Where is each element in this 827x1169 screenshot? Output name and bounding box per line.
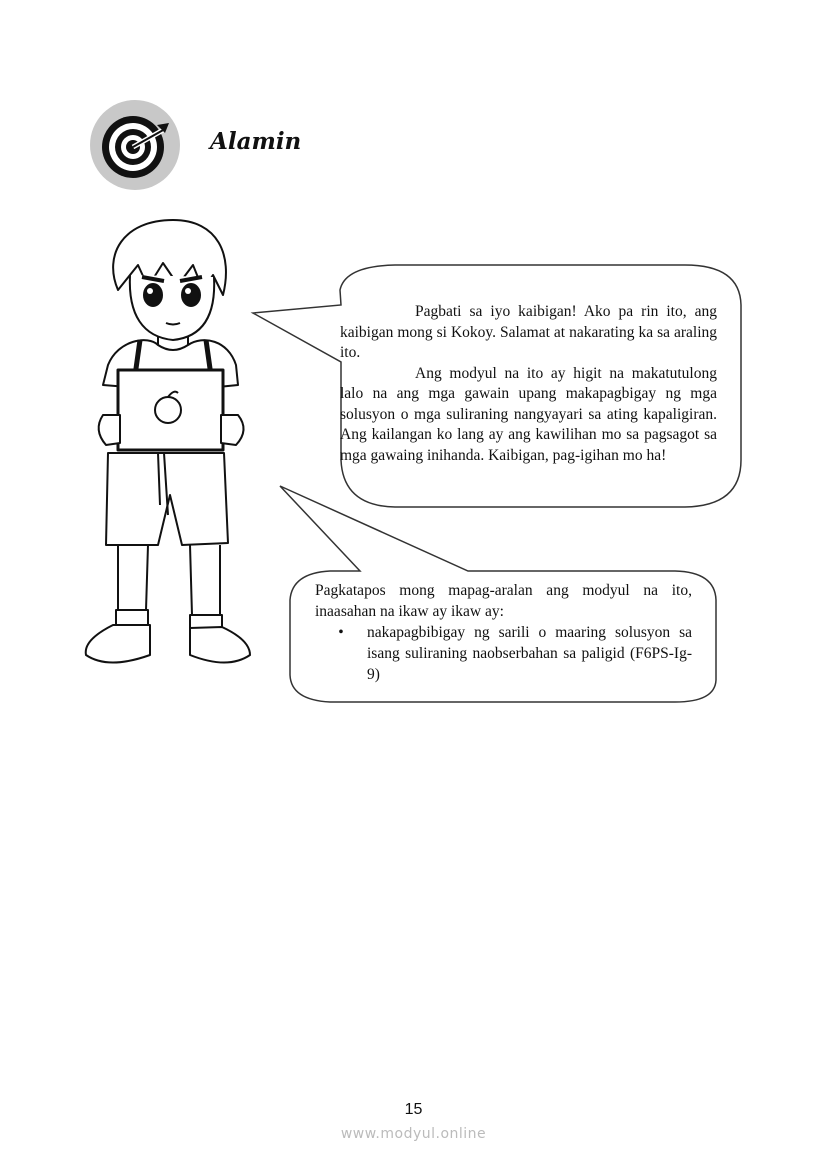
intro-paragraph: Ang modyul na ito ay higit na makatutulong lalo na ang mga gawain upang makapagbigay ng mga solusyon o mga suliraning nangyayari sa ating kapaligiran. Ang kailangan ko lang ay ang kawilihan mo sa pagsagot sa mga gawaing inihanda. Kaibigan, pag-igihan mo ha! [340,364,717,464]
intro-text [340,302,717,466]
objectives-text [315,580,692,685]
objective-text: nakapagbibigay ng sarili o maaring solusyon sa isang suliraning naobserbahan sa paligid (F6PS-Ig-9) [367,624,692,683]
objective-item [315,622,692,685]
boy-illustration [78,215,258,675]
intro-paragraph: Pagbati sa iyo kaibigan! Ako pa rin ito, ang kaibigan mong si Kokoy. Salamat at nakarating ka sa araling ito. [340,303,717,361]
objectives-lead: Pagkatapos mong mapag-aralan ang modyul na ito, inaasahan na ikaw ay ikaw ay: [315,582,692,620]
bullet-icon: • [338,624,344,641]
page-number: 15 [404,1101,423,1118]
section-title: Alamin [210,128,302,155]
target-icon [89,99,181,191]
watermark: www.modyul.online [340,1126,487,1142]
